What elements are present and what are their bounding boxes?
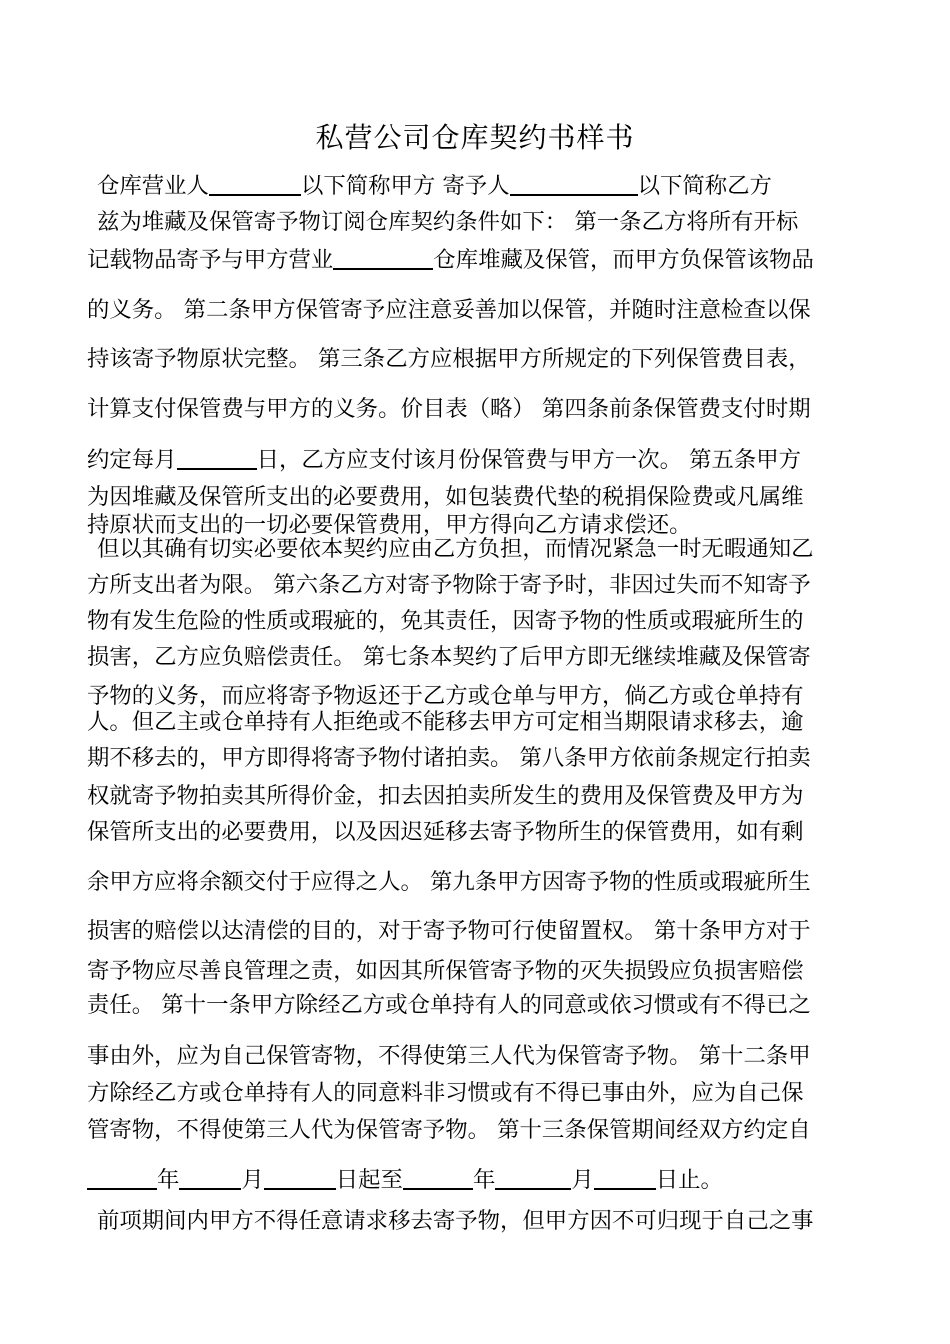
text-segment: 年 [472, 1167, 496, 1193]
text-segment: 仓库营业人 [97, 173, 209, 199]
text-line: 物有发生危险的性质或瑕疵的，免其责任，因寄予物的性质或瑕疵所生的 [87, 608, 804, 634]
text-line: 余甲方应将余额交付于应得之人。 第九条甲方因寄予物的性质或瑕疵所生 [87, 869, 811, 895]
text-line: 但以其确有切实必要依本契约应由乙方负担，而情况紧急一时无暇通知乙 [97, 536, 814, 562]
text-line: 期不移去的，甲方即得将寄予物付诸拍卖。 第八条甲方依前条规定行拍卖 [87, 745, 811, 771]
text-line: 持原状而支出的一切必要保管费用，甲方得向乙方请求偿还。 [87, 512, 692, 538]
text-line: 的义务。 第二条甲方保管寄予应注意妥善加以保管，并随时注意检查以保 [87, 297, 811, 323]
text-line: 事由外，应为自己保管寄物，不得使第三人代为保管寄予物。 第十二条甲 [87, 1043, 811, 1069]
text-segment: 仓库堆藏及保管，而甲方负保管该物品 [433, 247, 814, 273]
text-segment: 月 [241, 1167, 264, 1193]
text-segment: 日止。 [655, 1167, 723, 1193]
text-line [87, 244, 867, 276]
text-line: 寄予物应尽善良管理之责，如因其所保管寄予物的灭失损毁应负损害赔偿 [87, 958, 804, 984]
blank-underline [209, 172, 301, 196]
text-line: 前项期间内甲方不得任意请求移去寄予物，但甲方因不可归现于自己之事 [97, 1208, 814, 1234]
text-line: 方所支出者为限。 第六条乙方对寄予物除于寄予时，非因过失而不知寄予 [87, 572, 811, 598]
blank-underline [264, 1166, 336, 1190]
text-line: 权就寄予物拍卖其所得价金，扣去因拍卖所发生的费用及保管费及甲方为 [87, 783, 804, 809]
blank-underline [403, 1166, 473, 1190]
text-line: 兹为堆藏及保管寄予物订阅仓库契约条件如下： 第一条乙方将所有开标 [97, 209, 799, 235]
text-line: 计算支付保管费与甲方的义务。价目表（略） 第四条前条保管费支付时期 [87, 396, 811, 422]
blank-underline [177, 446, 257, 470]
document-title: 私营公司仓库契约书样书 [315, 121, 635, 154]
text-line: 责任。 第十一条甲方除经乙方或仓单持有人的同意或依习惯或有不得已之 [87, 992, 811, 1018]
text-line: 损害，乙方应负赔偿责任。 第七条本契约了后甲方即无继续堆藏及保管寄 [87, 644, 811, 670]
text-segment: 约定每月 [87, 447, 177, 473]
text-line: 为因堆藏及保管所支出的必要费用，如包装费代垫的税捐保险费或凡属维 [87, 484, 804, 510]
text-segment: 日，乙方应支付该月份保管费与甲方一次。 第五条甲方 [256, 447, 802, 473]
text-segment: 日起至 [335, 1167, 403, 1193]
text-line: 方除经乙方或仓单持有人的同意料非习惯或有不得已事由外，应为自己保 [87, 1080, 804, 1106]
text-segment: 以下简称甲方 寄予人 [300, 173, 510, 199]
date-line [87, 1164, 867, 1196]
blank-underline [179, 1166, 241, 1190]
text-line: 损害的赔偿以达清偿的目的，对于寄予物可行使留置权。 第十条甲方对于 [87, 918, 811, 944]
blank-underline [510, 172, 638, 196]
text-segment: 月 [571, 1167, 594, 1193]
text-line: 管寄物，不得使第三人代为保管寄予物。 第十三条保管期间经双方约定自 [87, 1117, 811, 1143]
text-line [87, 444, 867, 476]
text-line [97, 170, 877, 202]
blank-underline [87, 1166, 157, 1190]
text-segment: 记载物品寄予与甲方营业 [87, 247, 334, 273]
text-line: 保管所支出的必要费用，以及因迟延移去寄予物所生的保管费用，如有剩 [87, 819, 804, 845]
text-line: 予物的义务，而应将寄予物返还于乙方或仓单与甲方，倘乙方或仓单持有 [87, 683, 804, 709]
text-segment: 以下简称乙方 [637, 173, 772, 199]
blank-underline [594, 1166, 656, 1190]
blank-underline [495, 1166, 571, 1190]
text-segment: 年 [157, 1167, 180, 1193]
text-line: 持该寄予物原状完整。 第三条乙方应根据甲方所规定的下列保管费目表， [87, 346, 811, 372]
text-line: 人。但乙主或仓单持有人拒绝或不能移去甲方可定相当期限请求移去，逾 [87, 709, 804, 735]
blank-underline [333, 246, 433, 270]
